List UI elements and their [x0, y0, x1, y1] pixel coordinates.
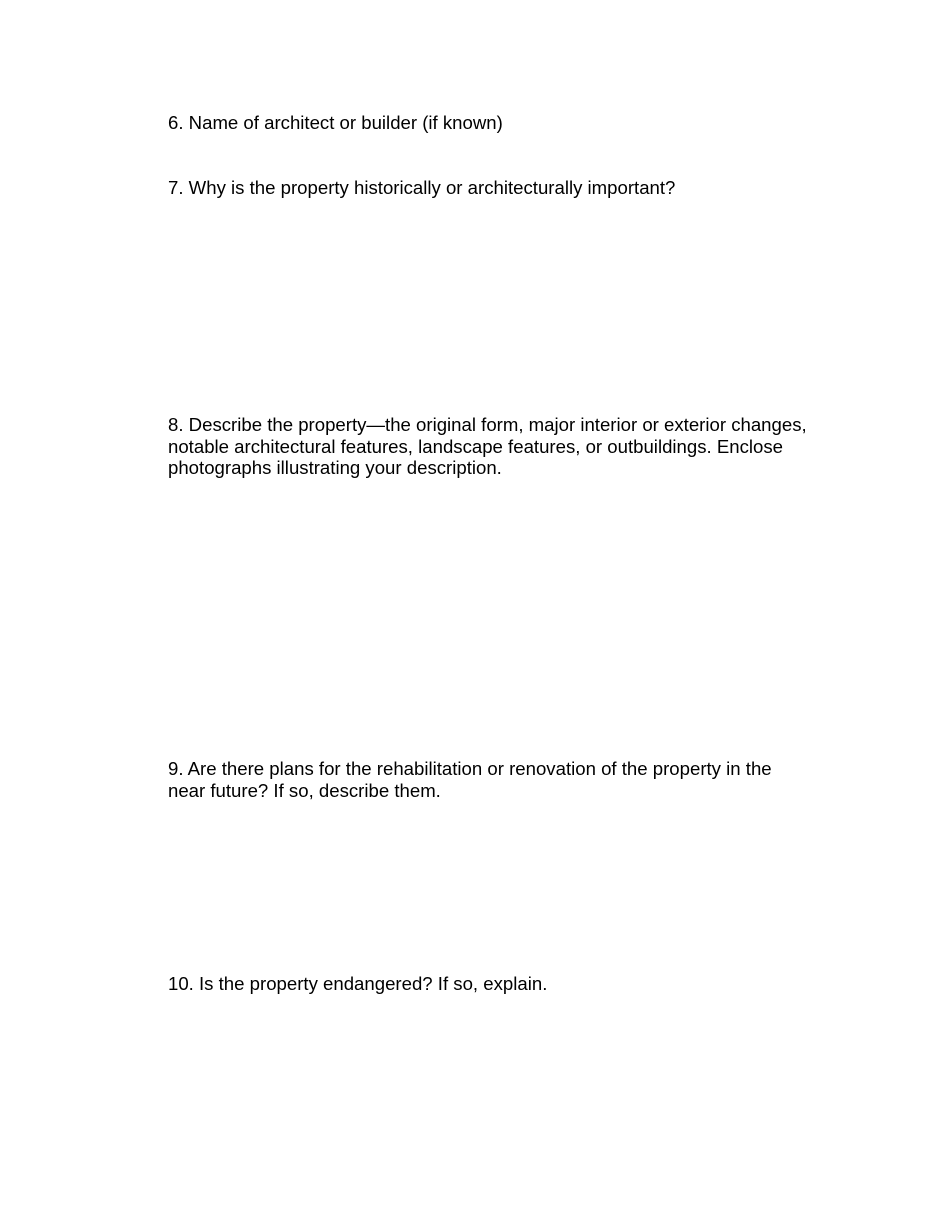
question-10-endangered: 10. Is the property endangered? If so, explain. — [168, 973, 548, 994]
question-7-historical-importance: 7. Why is the property historically or architecturally important? — [168, 177, 676, 198]
question-8-property-description: 8. Describe the property—the original form, major interior or exterior changes, notable architectural features, landscape features, or outbuildings. Enclose photographs illustrating your description. — [168, 414, 807, 478]
answer-area-question-10[interactable] — [168, 1003, 808, 1203]
answer-area-question-8[interactable] — [168, 485, 808, 750]
question-9-rehabilitation-plans: 9. Are there plans for the rehabilitation or renovation of the property in the near future? If so, describe them. — [168, 758, 772, 801]
answer-area-question-9[interactable] — [168, 808, 808, 963]
answer-area-question-7[interactable] — [168, 205, 808, 405]
question-6-architect-builder: 6. Name of architect or builder (if known) — [168, 112, 503, 133]
